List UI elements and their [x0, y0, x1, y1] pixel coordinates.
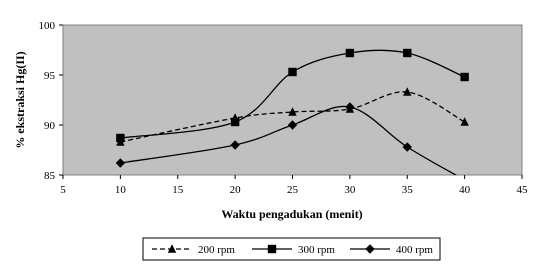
x-axis [60, 175, 528, 196]
x-tick-label: 15 [172, 184, 184, 196]
legend-label: 300 rpm [298, 244, 335, 256]
x-tick-label: 40 [459, 184, 471, 196]
plot-area [63, 25, 522, 175]
x-tick-label: 35 [401, 184, 413, 196]
x-tick-label: 20 [229, 184, 241, 196]
x-tick-label: 45 [516, 184, 528, 196]
data-point [346, 49, 354, 57]
data-point [403, 49, 411, 57]
y-tick-label: 85 [44, 170, 55, 182]
data-point [460, 73, 468, 81]
legend-label: 200 rpm [198, 244, 235, 256]
data-point [116, 134, 124, 142]
data-point [231, 118, 239, 126]
y-axis-title: % ekstraksi Hg(II) [13, 51, 27, 149]
x-tick-label: 25 [287, 184, 298, 196]
y-axis [39, 20, 64, 182]
legend [143, 238, 440, 260]
x-tick-label: 30 [344, 184, 356, 196]
y-tick-label: 95 [44, 70, 55, 82]
legend-label: 400 rpm [396, 244, 433, 256]
data-point [288, 68, 296, 76]
y-tick-label: 100 [38, 20, 55, 32]
x-tick-label: 5 [60, 184, 66, 196]
x-tick-label: 10 [114, 184, 126, 196]
y-tick-label: 90 [44, 120, 55, 132]
x-axis-title: Waktu pengadukan (menit) [221, 207, 363, 221]
legend-marker [268, 245, 276, 253]
